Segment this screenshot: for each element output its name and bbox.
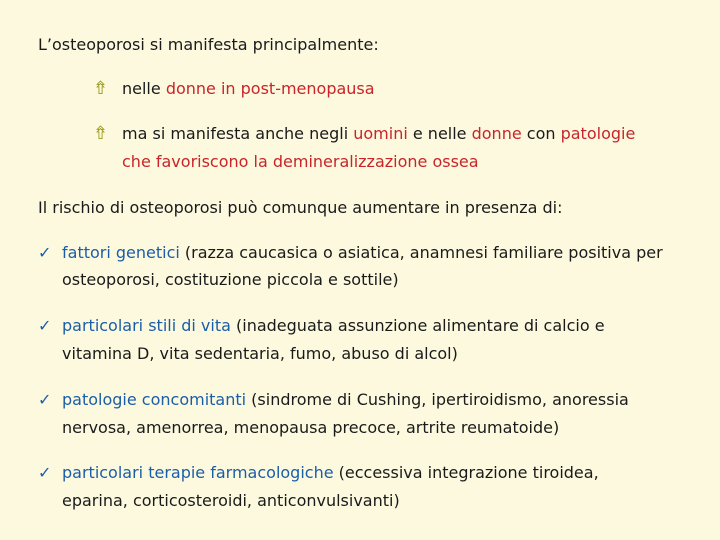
risk-text: (razza caucasica o asiatica, anamnesi familiare positiva per (179, 243, 663, 262)
arrow-up-icon: ⇮ (93, 78, 109, 99)
risk-text: (eccessiva integrazione tiroidea, (333, 463, 599, 482)
risk-3-line-2 (62, 418, 559, 438)
risk-text: vitamina D, vita sedentaria, fumo, abuso di alcol) (62, 344, 458, 363)
bullet-highlight: donne in post-menopausa (165, 79, 375, 98)
intro-text: L’osteoporosi si manifesta principalmente: (38, 35, 379, 54)
risk-2-line-2 (62, 344, 458, 364)
arrow-up-icon: ⇮ (93, 123, 109, 144)
bullet-2-line-2 (122, 152, 479, 172)
risk-text: nervosa, amenorrea, menopausa precoce, artrite reumatoide) (62, 418, 560, 437)
risk-1-line-2 (62, 270, 399, 290)
checkmark-icon: ✓ (38, 390, 52, 409)
risk-intro-text: Il rischio di osteoporosi può comunque aumentare in presenza di: (38, 198, 563, 217)
risk-text: eparina, corticosteroidi, anticonvulsivanti) (62, 491, 400, 510)
bullet-highlight: donne (471, 124, 522, 143)
risk-highlight: particolari terapie farmacologiche (62, 463, 334, 482)
checkmark-icon: ✓ (38, 463, 52, 482)
bullet-highlight: patologie (560, 124, 636, 143)
risk-2-line-1 (62, 316, 605, 336)
risk-highlight: fattori genetici (62, 243, 180, 262)
bullet-text: e nelle (407, 124, 472, 143)
risk-highlight: particolari stili di vita (62, 316, 231, 335)
bullet-text: nelle (122, 79, 166, 98)
bullet-1-line-1 (122, 79, 375, 99)
bullet-2-line-1 (122, 124, 635, 144)
bullet-highlight: che favoriscono la demineralizzazione ossea (122, 152, 479, 171)
bullet-text: ma si manifesta anche negli (122, 124, 354, 143)
bullet-highlight: uomini (353, 124, 408, 143)
risk-highlight: patologie concomitanti (62, 390, 247, 409)
checkmark-icon: ✓ (38, 243, 52, 262)
risk-text: osteoporosi, costituzione piccola e sottile) (62, 270, 399, 289)
bullet-text: con (521, 124, 561, 143)
risk-4-line-2 (62, 491, 400, 511)
risk-1-line-1 (62, 243, 663, 263)
risk-text: (inadeguata assunzione alimentare di calcio e (230, 316, 605, 335)
checkmark-icon: ✓ (38, 316, 52, 335)
risk-3-line-1 (62, 390, 629, 410)
risk-text: (sindrome di Cushing, ipertiroidismo, anoressia (246, 390, 629, 409)
risk-4-line-1 (62, 463, 599, 483)
